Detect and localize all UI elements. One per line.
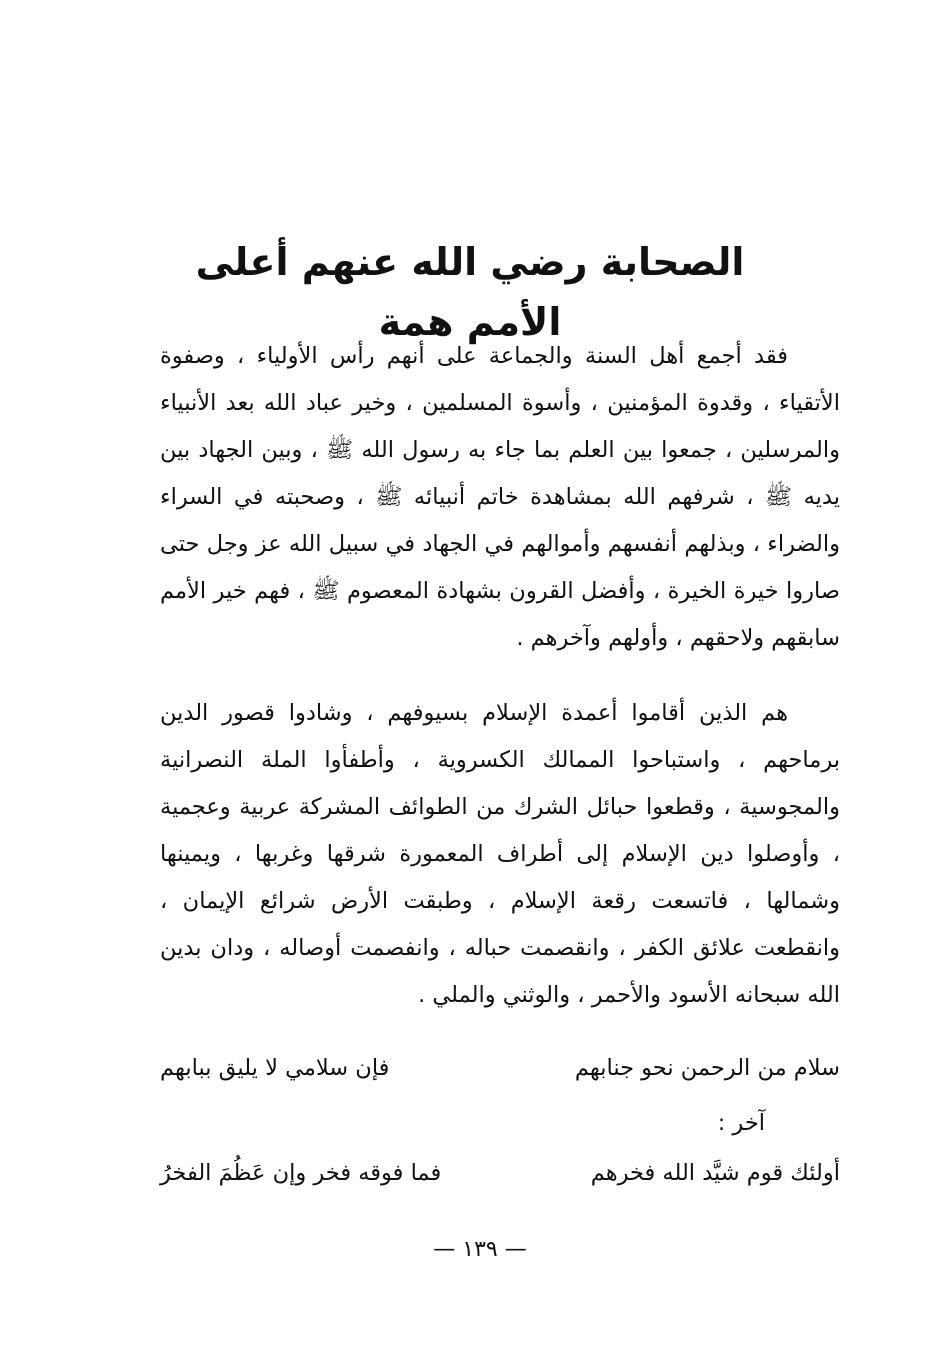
paragraph-1: فقد أجمع أهل السنة والجماعة على أنهم رأس الأولياء ، وصفوة الأتقياء ، وقدوة المؤمنين ، وأسوة المسلمين ، وخير عباد الله بعد الأنبياء والمرسلين ، جمعوا بين العلم بما جاء به رسول الله ﷺ ، وبين الجهاد بين يديه ﷺ ، شرفهم الله بمشاهدة خاتم أنبيائه ﷺ ، وصحبته في السراء والضراء ، وبذلهم أنفسهم وأموالهم في الجهاد في سبيل الله عز وجل حتى صاروا خيرة الخيرة ، وأفضل القرون بشهادة المعصوم ﷺ ، فهم خير الأمم سابقهم ولاحقهم ، وأولهم وآخرهم .: [160, 343, 840, 651]
page-number: — ١٣٩ —: [433, 1237, 527, 1262]
chapter-title: الصحابة رضي الله عنهم أعلى الأمم همة: [195, 240, 745, 344]
verse-1-second-hemistich: فإن سلامي لا يليق ببابهم: [160, 1055, 390, 1081]
poem-verse-1: [160, 1045, 840, 1092]
paragraph-2: هم الذين أقاموا أعمدة الإسلام بسيوفهم ، وشادوا قصور الدين برماحهم ، واستباحوا الممالك الكسروية ، وأطفأوا الملة النصرانية والمجوسية ، وقطعوا حبائل الشرك من الطوائف المشركة عربية وعجمية ، وأوصلوا دين الإسلام إلى أطراف المعمورة شرقها وغربها ، ويمينها وشمالها ، فاتسعت رقعة الإسلام ، وطبقت الأرض شرائع الإيمان ، وانقطعت علائق الكفر ، وانقصمت حباله ، وانفصمت أوصاله ، ودان بدين الله سبحانه الأسود والأحمر ، والوثني والملي .: [160, 700, 840, 1008]
verse-intro: آخر :: [717, 1110, 765, 1136]
poem-verse-2: [160, 1150, 840, 1197]
verse-2-first-hemistich: أولئك قوم شيَّد الله فخرهم: [590, 1160, 840, 1186]
verse-1-first-hemistich: سلام من الرحمن نحو جنابهم: [574, 1055, 840, 1081]
verse-2-second-hemistich: فما فوقه فخر وإن عَظُمَ الفخرُ: [160, 1160, 442, 1186]
